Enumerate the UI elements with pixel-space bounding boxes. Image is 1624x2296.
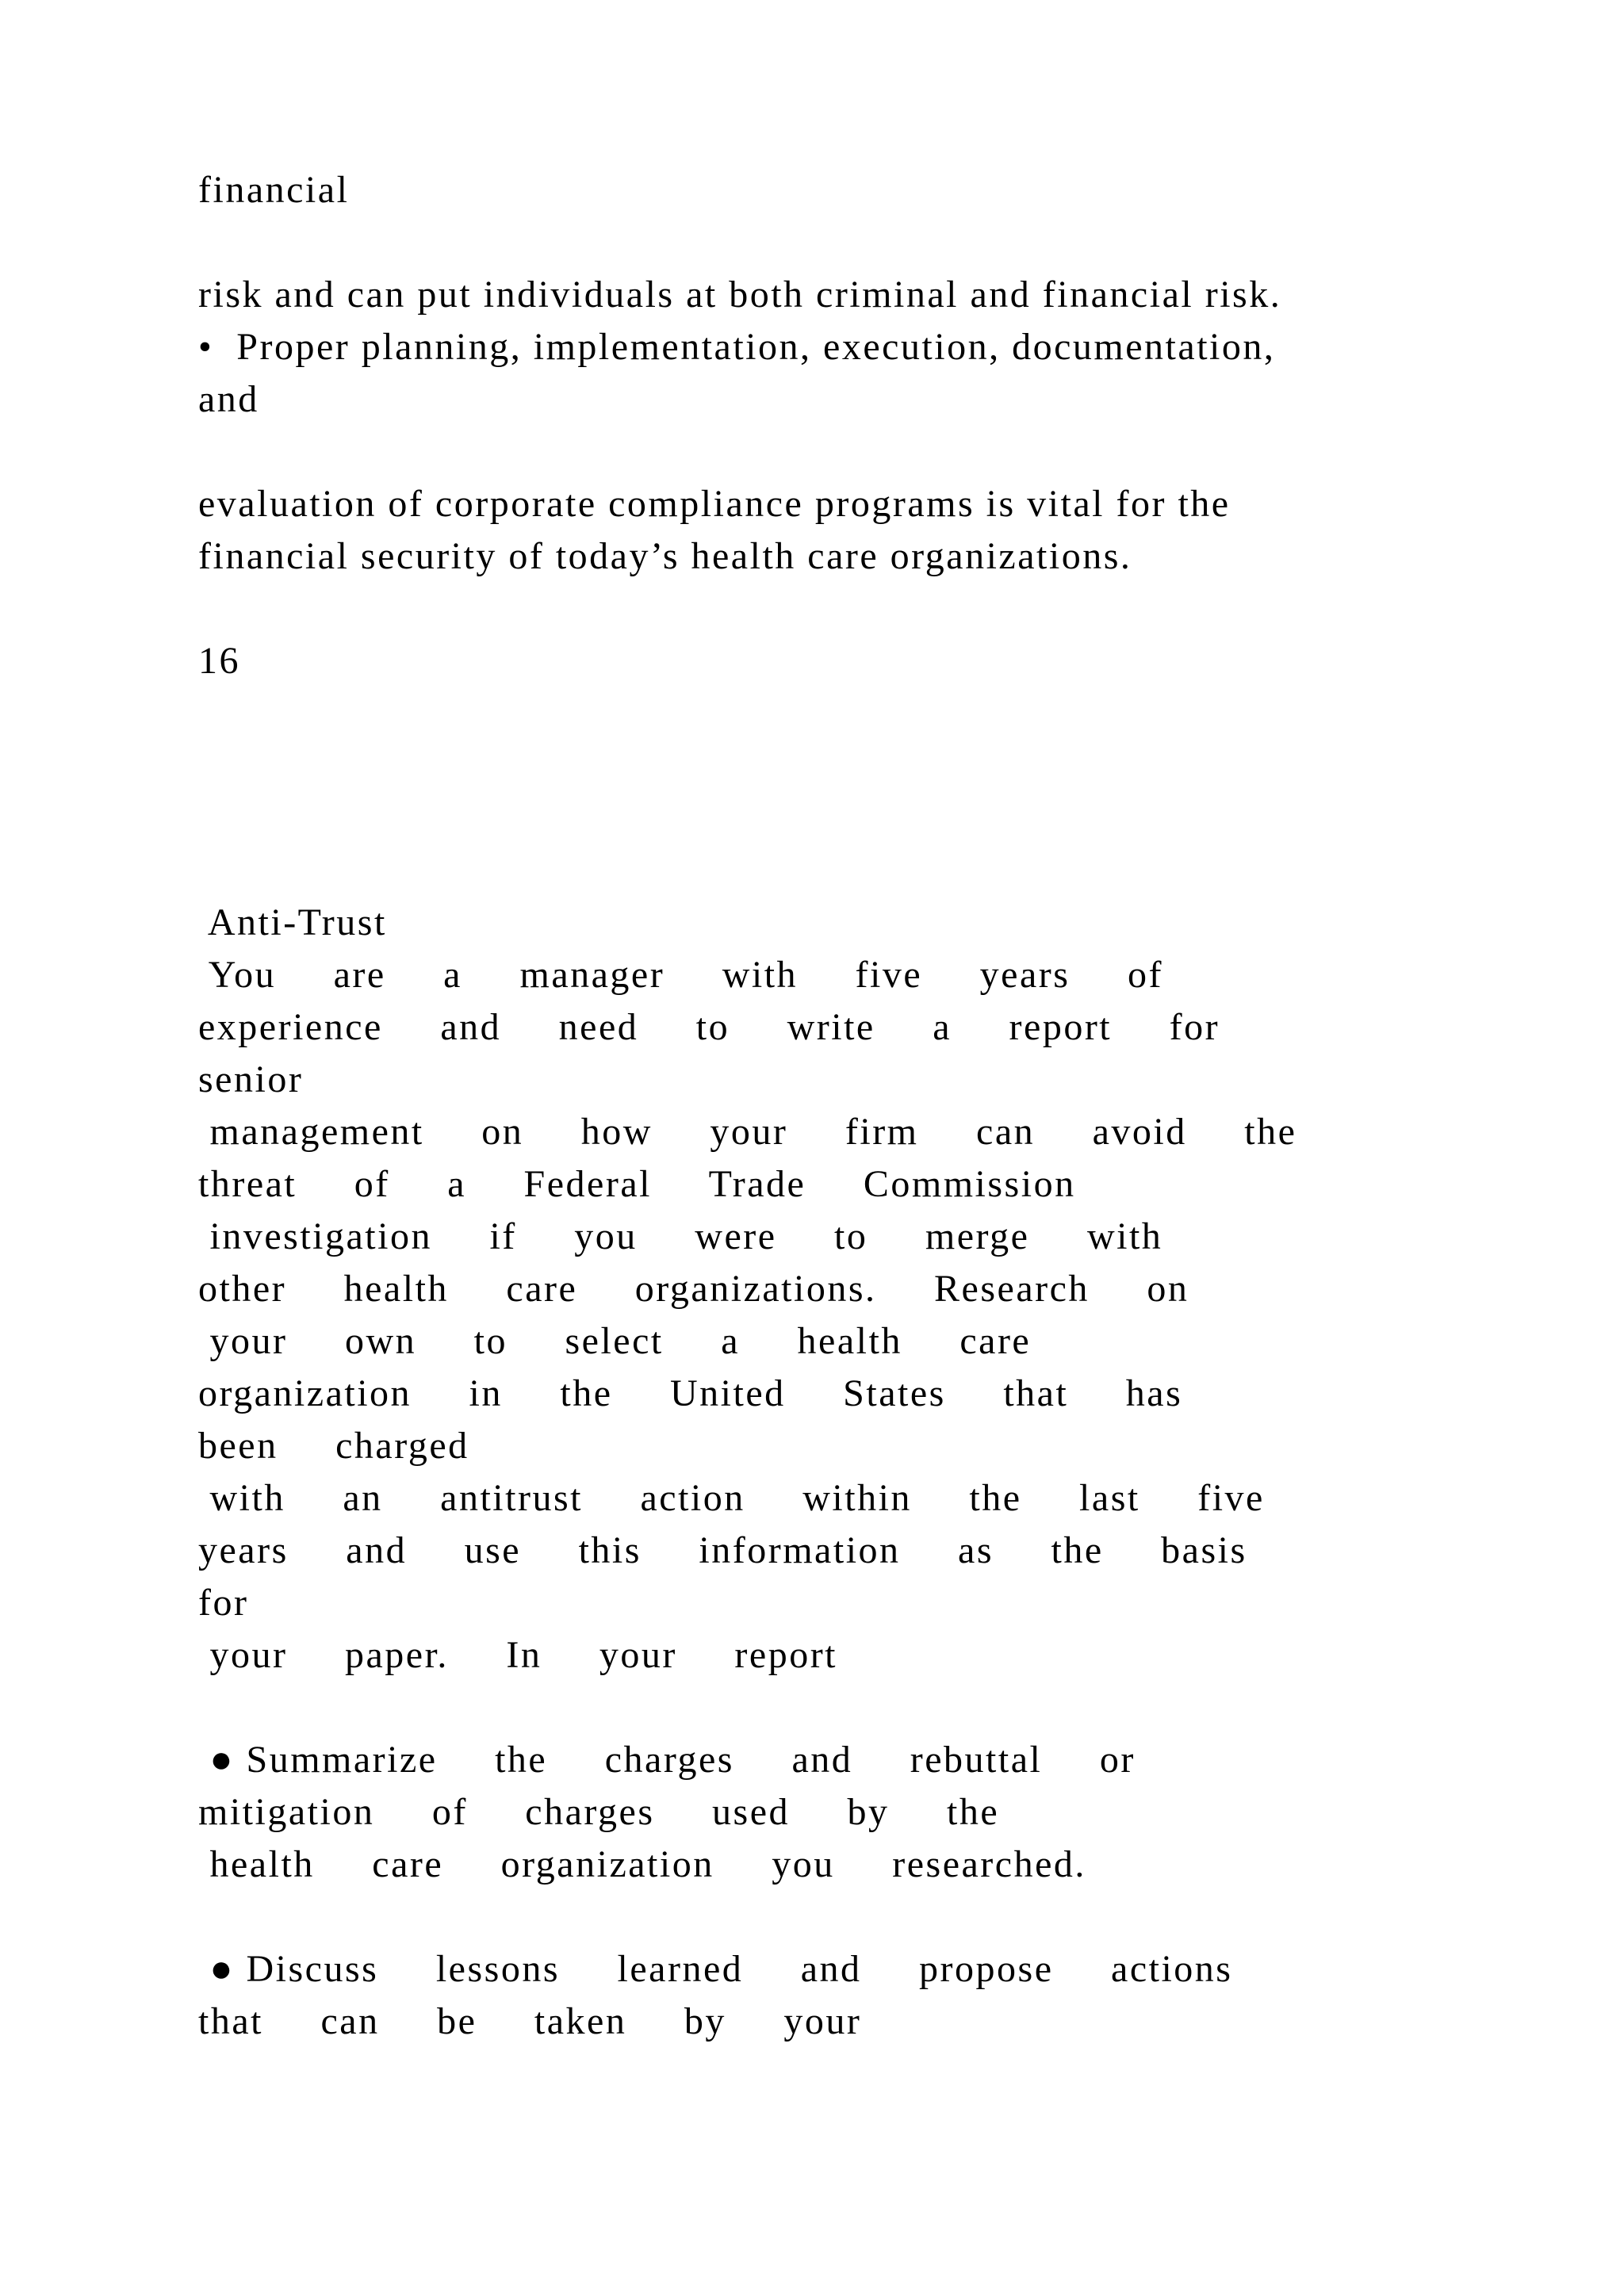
- text-line: and: [198, 378, 259, 420]
- text-line: organization in the United States that has: [198, 1372, 1183, 1414]
- text-line: that can be taken by your: [198, 2000, 862, 2042]
- text-line: 16: [198, 640, 240, 682]
- text-line: years and use this information as the basis: [198, 1529, 1247, 1571]
- text-line: for: [198, 1582, 249, 1624]
- text-line: mitigation of charges used by the: [198, 1791, 1000, 1833]
- text-line: other health care organizations. Research on: [198, 1268, 1189, 1310]
- text-line: management on how your firm can avoid the: [198, 1111, 1297, 1153]
- text-line: your paper. In your report: [198, 1634, 838, 1676]
- text-line: experience and need to write a report for: [198, 1006, 1220, 1048]
- text-line: risk and can put individuals at both criminal and financial risk.: [198, 274, 1282, 316]
- text-line: evaluation of corporate compliance programs is vital for the: [198, 483, 1231, 525]
- text-line: Anti-Trust: [198, 901, 387, 943]
- text-line: • Proper planning, implementation, execution, documentation,: [198, 326, 1276, 368]
- text-line: threat of a Federal Trade Commission: [198, 1163, 1076, 1205]
- text-line: health care organization you researched.: [198, 1843, 1086, 1885]
- text-line: You are a manager with five years of: [198, 954, 1163, 996]
- text-line: investigation if you were to merge with: [198, 1215, 1163, 1257]
- text-line: been charged: [198, 1425, 469, 1467]
- text-line: ● Summarize the charges and rebuttal or: [198, 1739, 1136, 1781]
- text-line: ● Discuss lessons learned and propose actions: [198, 1948, 1233, 1990]
- text-line: financial security of today’s health care organizations.: [198, 535, 1132, 577]
- text-line: senior: [198, 1058, 304, 1100]
- text-line: financial: [198, 169, 350, 211]
- text-line: with an antitrust action within the last five: [198, 1477, 1265, 1519]
- text-line: your own to select a health care: [198, 1320, 1032, 1362]
